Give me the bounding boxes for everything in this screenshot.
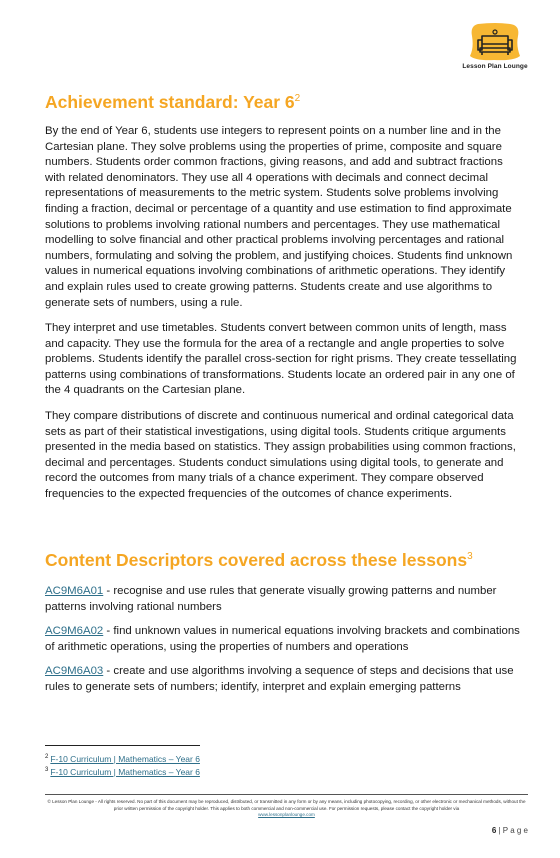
descriptor-code-link[interactable]: AC9M6A02	[45, 625, 104, 637]
body-paragraph: By the end of Year 6, students use integers to represent points on a number line and in the Cartesian plane. They solve problems using the properties of prime, composite and square numbers. Students order common fractions, giving reasons, and add and subtract fractions with related denominators. They use all 4 operations with decimals and connect decimal representations of measurements to the metric system. Students solve problems involving finding a fraction, decimal or percentage of a quantity and use estimation to find approximate solutions to problems involving rational numbers and percentages. They use mathematical modelling to solve financial and other practical problems involving percentages and rational numbers, formulating and solving the problem, and justifying choices. Students find unknown values in numerical equations involving combinations of arithmetic operations. They identify and explain rules used to create growing patterns. Students create and use algorithms to generate sets of numbers, using a rule.	[45, 125, 513, 309]
footnote-link[interactable]: F-10 Curriculum | Mathematics – Year 6	[50, 754, 200, 764]
content-descriptor	[45, 624, 523, 655]
footnote-link[interactable]: F-10 Curriculum | Mathematics – Year 6	[50, 767, 200, 777]
lesson-plan-lounge-logo	[462, 22, 528, 76]
achievement-standard-heading: Achievement standard: Year $6^2$	[45, 92, 301, 112]
descriptor-code-link[interactable]: AC9M6A01	[45, 585, 104, 597]
copyright-notice	[45, 799, 528, 819]
body-paragraph: They interpret and use timetables. Students convert between common units of length, mass and capacity. They use the formula for the area of a rectangle and angle properties to solve problems. Students identify the parallel cross-section for right prisms. They create tessellating patterns using combinations of transformations. Students locate an ordered pair in any one of the 4 quadrants on the Cartesian plane.	[45, 322, 517, 397]
footnote-ref[interactable]: 2	[294, 93, 301, 105]
page-number: 6 | P a g e	[491, 826, 528, 835]
footnote-ref[interactable]: 3	[467, 551, 473, 563]
copyright-text: © Lesson Plan Lounge - All rights reserved. No part of this document may be reproduced, distributed, or transmitted in any form or by any means, including photocopying, recording, or other electronic or mechanical methods, without the prior written permission of the copyright holder. This applies to both commercial and non-commercial use. For permission requests, please contact the copyright holder via	[47, 799, 526, 811]
content-descriptor	[45, 584, 523, 615]
logo-text: Lesson Plan Lounge	[462, 63, 528, 70]
descriptor-text: - recognise and use rules that generate visually growing patterns and number patterns involving rational numbers	[45, 585, 497, 613]
content-descriptor	[45, 664, 523, 695]
sofa-icon	[466, 22, 524, 62]
descriptor-text: - create and use algorithms involving a sequence of steps and decisions that use rules to generate sets of numbers; identify, interpret and explain emerging patterns	[45, 665, 514, 693]
footer-divider	[45, 794, 528, 795]
footnote-divider	[45, 745, 200, 746]
descriptor-text: - find unknown values in numerical equations involving brackets and combinations of arithmetic operations, using the properties of numbers and operations	[45, 625, 520, 653]
content-descriptors-heading: Content Descriptors covered across these lessons$^3$	[45, 550, 473, 570]
body-paragraph: They compare distributions of discrete and continuous numerical and ordinal categorical data sets as part of their statistical investigations, using digital tools. Students critique arguments presented in the media based on statistics. They assign probabilities using common fractions, decimal and percentages. Students conduct simulations using digital tools, to generate and record the outcomes from many trials of a chance experiment. They compare observed frequencies to the expected frequencies of the outcomes of chance experiments.	[45, 410, 516, 500]
descriptor-code-link[interactable]: AC9M6A03	[45, 665, 104, 677]
website-link[interactable]: www.lessonplanlounge.com	[258, 812, 315, 818]
footnote: $^3$ F-10 Curriculum | Mathematics – Year 6	[45, 767, 200, 777]
footnote: $^2$ F-10 Curriculum | Mathematics – Year 6	[45, 754, 200, 764]
